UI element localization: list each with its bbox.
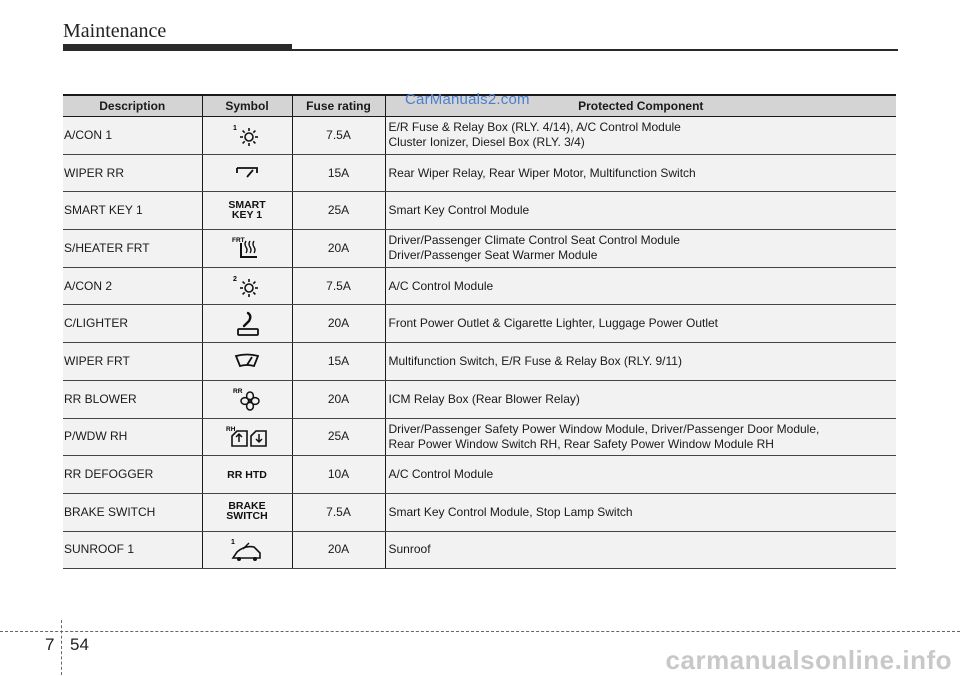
sunroof-icon: [227, 535, 267, 565]
column-header-description: Description: [63, 95, 202, 117]
fuse-rating: 10A: [292, 456, 385, 494]
component-line: A/C Control Module: [388, 467, 494, 482]
fuse-symbol: [202, 456, 292, 494]
table-row: [63, 230, 896, 268]
column-header-protected-component: Protected Component: [385, 95, 896, 117]
seat-heater-label: FRT: [232, 237, 245, 245]
page-section-title: Maintenance: [63, 20, 167, 42]
fuse-rating: 20A: [292, 230, 385, 268]
ac-2-icon: [227, 271, 267, 301]
fuse-rating: 15A: [292, 343, 385, 381]
footer-dashed-rule: [0, 631, 960, 632]
table-row: [63, 117, 896, 155]
fuse-rating: 25A: [292, 418, 385, 456]
fuse-rating: 20A: [292, 305, 385, 343]
power-window-label: RH: [226, 425, 236, 433]
fuse-symbol: [202, 192, 292, 230]
fuse-symbol: [202, 418, 292, 456]
rear-wiper-icon: [227, 160, 267, 186]
fuse-symbol: [202, 230, 292, 268]
table-row: [63, 493, 896, 531]
protected-component: [385, 456, 896, 494]
protected-component: [385, 343, 896, 381]
fuse-rating: 20A: [292, 380, 385, 418]
component-line: A/C Control Module: [388, 278, 494, 293]
protected-component: [385, 305, 896, 343]
rear-blower-icon: [227, 384, 267, 414]
component-line: Front Power Outlet & Cigarette Lighter, Luggage Power Outlet: [388, 316, 719, 331]
protected-component: [385, 418, 896, 456]
protected-component: [385, 230, 896, 268]
front-wiper-icon: [227, 348, 267, 374]
fuse-description: RR BLOWER: [63, 380, 202, 418]
table-row: [63, 154, 896, 192]
header-rule: [292, 49, 898, 51]
protected-component: [385, 493, 896, 531]
fuse-symbol: [202, 305, 292, 343]
component-line: Rear Wiper Relay, Rear Wiper Motor, Multifunction Switch: [388, 165, 696, 180]
component-line: Sunroof: [388, 542, 431, 557]
fuse-symbol: [202, 343, 292, 381]
watermark-carmanualsonline: carmanualsonline.info: [665, 645, 952, 675]
protected-component: [385, 117, 896, 155]
component-line: Cluster Ionizer, Diesel Box (RLY. 3/4): [388, 135, 585, 150]
fuse-description: WIPER RR: [63, 154, 202, 192]
chapter-number: 7: [45, 635, 55, 654]
symbol-text-line: KEY 1: [231, 208, 263, 221]
rear-blower-label: RR: [233, 388, 243, 396]
table-row: [63, 531, 896, 569]
fuse-symbol: [202, 117, 292, 155]
page-number: 54: [70, 635, 89, 654]
fuse-symbol: [202, 380, 292, 418]
protected-component: [385, 267, 896, 305]
protected-component: [385, 154, 896, 192]
fuse-symbol: [202, 531, 292, 569]
brake-switch-symbol: [226, 501, 267, 521]
component-line: Rear Power Window Switch RH, Rear Safety Power Window Module RH: [388, 436, 774, 451]
ac-1-superscript: 1: [233, 125, 237, 133]
symbol-text-line: SMART: [228, 198, 266, 211]
symbol-text-line: BRAKE: [228, 500, 266, 513]
sunroof-superscript: 1: [231, 538, 235, 546]
fuse-description: P/WDW RH: [63, 418, 202, 456]
table-row: [63, 267, 896, 305]
component-line: Smart Key Control Module: [388, 203, 530, 218]
smart-key-symbol: [228, 200, 265, 220]
fuse-symbol: [202, 267, 292, 305]
component-line: Driver/Passenger Seat Warmer Module: [388, 248, 598, 263]
fuse-description: SUNROOF 1: [63, 531, 202, 569]
table-row: [63, 343, 896, 381]
ac-2-superscript: 2: [233, 276, 237, 284]
table-row: [63, 418, 896, 456]
fuse-rating: 20A: [292, 531, 385, 569]
protected-component: [385, 380, 896, 418]
fuse-rating: 7.5A: [292, 267, 385, 305]
table-row: [63, 456, 896, 494]
fuse-description: A/CON 2: [63, 267, 202, 305]
fuse-description: A/CON 1: [63, 117, 202, 155]
fuse-rating: 7.5A: [292, 493, 385, 531]
fuse-rating: 7.5A: [292, 117, 385, 155]
fuse-description: SMART KEY 1: [63, 192, 202, 230]
watermark-carmanuals2: CarManuals2.com: [405, 91, 530, 108]
table-row: [63, 305, 896, 343]
footer-vertical-divider: [61, 620, 62, 675]
seat-heater-icon: [227, 233, 267, 263]
fuse-description: WIPER FRT: [63, 343, 202, 381]
table-row: [63, 380, 896, 418]
symbol-text-line: SWITCH: [226, 510, 268, 523]
fuse-rating: 25A: [292, 192, 385, 230]
power-window-rh-icon: [224, 422, 270, 452]
fuse-symbol: [202, 493, 292, 531]
fuse-symbol: [202, 154, 292, 192]
column-header-fuse-rating: Fuse rating: [292, 95, 385, 117]
component-line: ICM Relay Box (Rear Blower Relay): [388, 391, 580, 406]
symbol-text-line: RR HTD: [227, 469, 267, 482]
protected-component: [385, 192, 896, 230]
fuse-table: [63, 94, 896, 569]
column-header-symbol: Symbol: [202, 95, 292, 117]
fuse-description: C/LIGHTER: [63, 305, 202, 343]
header-accent-bar: [63, 44, 292, 51]
component-line: Multifunction Switch, E/R Fuse & Relay Box (RLY. 9/11): [388, 353, 682, 368]
fuse-description: S/HEATER FRT: [63, 230, 202, 268]
fuse-description: RR DEFOGGER: [63, 456, 202, 494]
rr-htd-symbol: [227, 470, 267, 480]
component-line: Driver/Passenger Safety Power Window Module, Driver/Passenger Door Module,: [388, 421, 820, 436]
ac-1-icon: [227, 120, 267, 150]
component-line: Smart Key Control Module, Stop Lamp Switch: [388, 504, 633, 519]
component-line: E/R Fuse & Relay Box (RLY. 4/14), A/C Control Module: [388, 120, 681, 135]
fuse-rating: 15A: [292, 154, 385, 192]
fuse-description: BRAKE SWITCH: [63, 493, 202, 531]
protected-component: [385, 531, 896, 569]
cigarette-lighter-icon: [227, 309, 267, 339]
table-row: [63, 192, 896, 230]
component-line: Driver/Passenger Climate Control Seat Control Module: [388, 233, 680, 248]
